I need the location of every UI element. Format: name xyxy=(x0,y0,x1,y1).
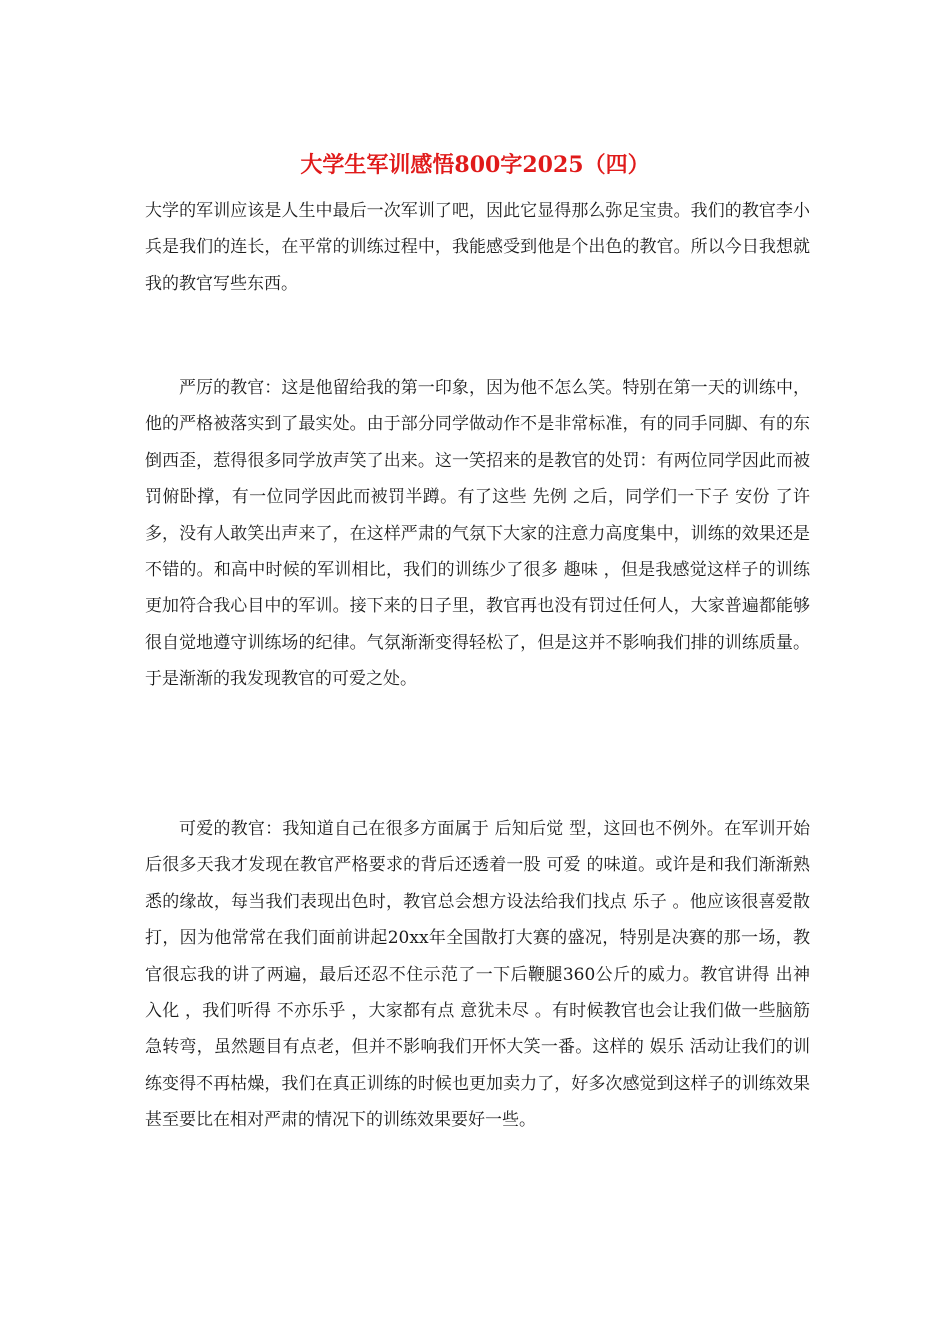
document-title: 大学生军训感悟800字2025（四） xyxy=(300,152,650,178)
paragraph-intro: 大学的军训应该是人生中最后一次军训了吧，因此它显得那么弥足宝贵。我们的教官李小兵是我们的连长，在平常的训练过程中，我能感受到他是个出色的教官。所以今日我想就我的教官写些东西。 xyxy=(145,201,810,294)
paragraph-strict-instructor: 严厉的教官：这是他留给我的第一印象，因为他不怎么笑。特别在第一天的训练中，他的严格被落实到了最实处。由于部分同学做动作不是非常标准，有的同手同脚、有的东倒西歪，惹得很多同学放声笑了出来。这一笑招来的是教官的处罚：有两位同学因此而被罚俯卧撑，有一位同学因此而被罚半蹲。有了这些 先例 之后，同学们一下子 安份 了许多，没有人敢笑出声来了，在这样严肃的气氛下大家的注意力高度集中，训练的效果还是不错的。和高中时候的军训相比，我们的训练少了很多 趣味 ，但是我感觉这样子的训练更加符合我心目中的军训。接下来的日子里，教官再也没有罚过任何人，大家普遍都能够很自觉地遵守训练场的纪律。气氛渐渐变得轻松了，但是这并不影响我们排的训练质量。于是渐渐的我发现教官的可爱之处。 xyxy=(145,378,810,690)
paragraph-lovely-instructor: 可爱的教官：我知道自己在很多方面属于 后知后觉 型，这回也不例外。在军训开始后很多天我才发现在教官严格要求的背后还透着一股 可爱 的味道。或许是和我们渐渐熟悉的缘故，每当我们表现出色时，教官总会想方设法给我们找点 乐子 。他应该很喜爱散打，因为他常常在我们面前讲起20xx年全国散打大赛的盛况，特别是决赛的那一场，教官很忘我的讲了两遍，最后还忍不住示范了一下后鞭腿360公斤的威力。教官讲得 出神入化 ，我们听得 不亦乐乎 ，大家都有点 意犹未尽 。有时候教官也会让我们做一些脑筋急转弯，虽然题目有点老，但并不影响我们开怀大笑一番。这样的 娱乐 活动让我们的训练变得不再枯燥，我们在真正训练的时候也更加卖力了，好多次感觉到这样子的训练效果甚至要比在相对严肃的情况下的训练效果要好一些。 xyxy=(145,819,810,1131)
